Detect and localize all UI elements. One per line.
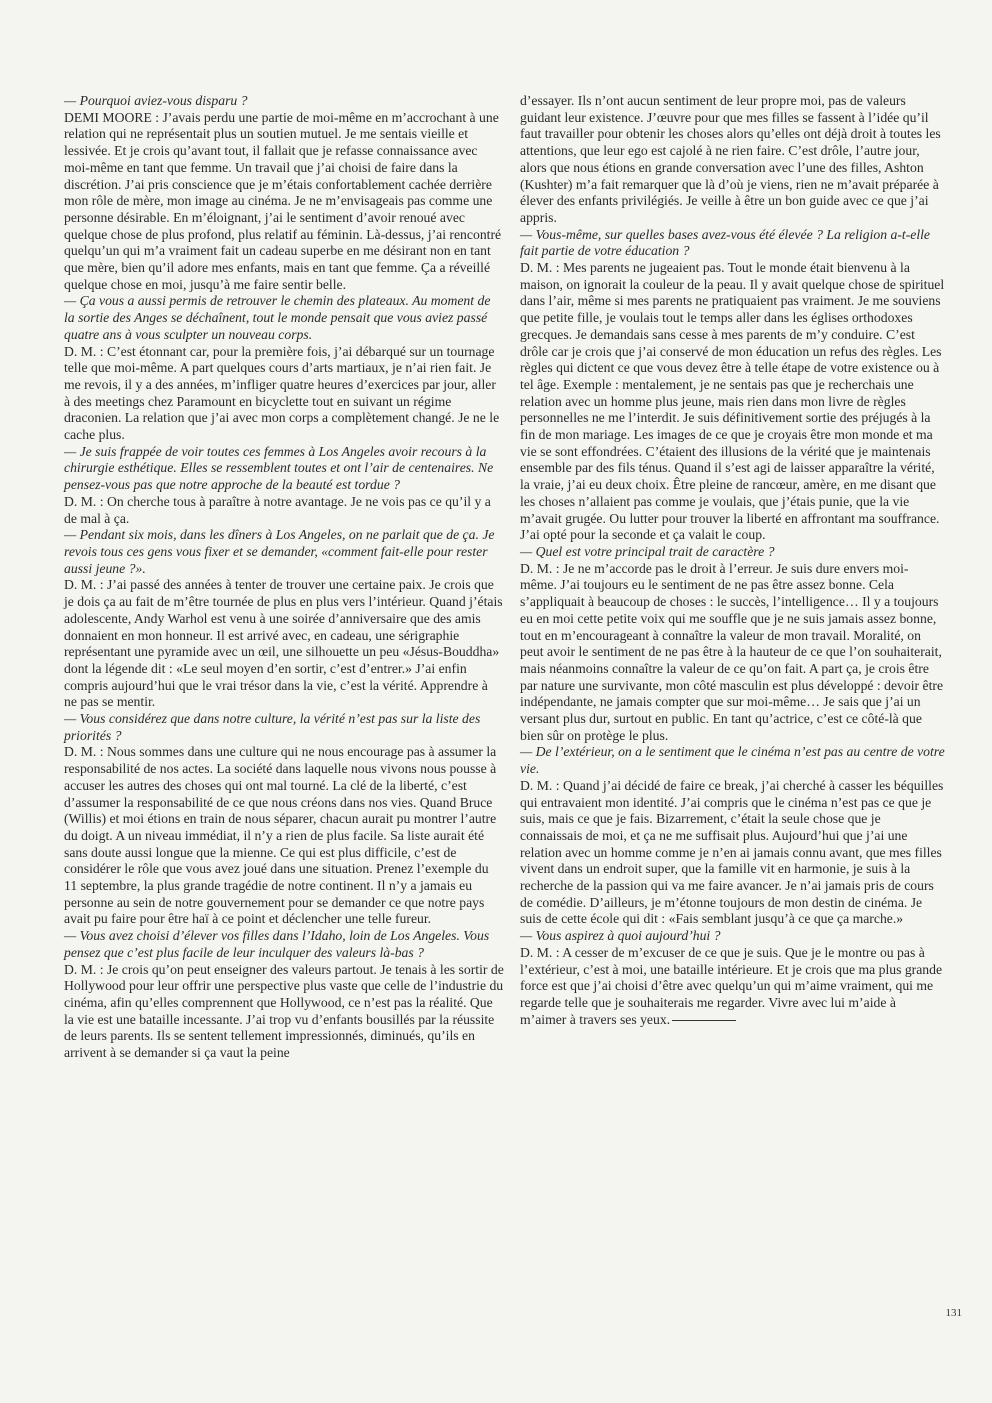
question-4: — Pendant six mois, dans les dîners à Los Angeles, on ne parlait que de ça. Je revois tous ces gens vous fixer et se demander, «comment fait-elle pour rester aussi jeune ?».	[64, 527, 495, 576]
question-5: — Vous considérez que dans notre culture, la vérité n’est pas sur la liste des priorités ?	[64, 711, 481, 743]
answer-1: DEMI MOORE : J’avais perdu une partie de moi-même en m’accrochant à une relation qui ne représentait plus un soutien mutuel. Je me sentais vieille et lessivée. Et je crois qu’avant tout, il fallait que je refasse connaissance avec moi-même en tant que femme. Un travail que j’ai choisi de faire dans la discrétion. J’ai pris conscience que je m’étais confortablement cachée derrière mon rôle de mère, mon image au cinéma. Je ne m’envisageais pas comme une personne désirable. En m’éloignant, j’ai le sentiment d’avoir renoué avec quelque chose de plus profond, plus relatif au féminin. Là-dessus, j’ai rencontré quelqu’un qui m’a vraiment fait un cadeau superbe en me désirant non en tant que mère, bien qu’il adore mes enfants, mais en tant que femme. Ça a réveillé quelque chose en moi, jusqu’à me faire sentir belle.	[64, 109, 502, 292]
answer-2: D. M. : C’est étonnant car, pour la première fois, j’ai débarqué sur un tournage telle que moi-même. A part quelques cours d’arts martiaux, je n’ai rien fait. Je me revois, il y a des années, m’infliger quatre heures d’exercices par jour, aller à des meetings chez Paramount en bicyclette tout en suivant un régime draconien. La relation que j’ai avec mon corps a complètement changé. Je ne le cache plus.	[64, 343, 500, 443]
right-column	[520, 93, 945, 1028]
question-1: — Pourquoi aviez-vous disparu ?	[64, 93, 248, 108]
left-column	[64, 93, 504, 1062]
question-8: — Quel est votre principal trait de caractère ?	[520, 543, 775, 559]
answer-4: D. M. : J’ai passé des années à tenter de trouver une certaine paix. Je crois que je dois ça au fait de m’être tournée de plus en plus vers l’intérieur. Quand j’étais adolescente, Andy Warhol est venu à une soirée d’anniversaire que des amis donnaient en mon honneur. Il est arrivé avec, en cadeau, une sérigraphie représentant une pyramide avec un œil, une silhouette un peu «Jésus-Bouddha» dont la légende dit : «Le seul moyen d’en sortir, c’est d’entrer.» J’ai enfin compris aujourd’hui que le vrai trésor dans la vie, c’est la vérité. Apprendre à ne pas se mentir.	[64, 577, 503, 710]
question-2: — Ça vous a aussi permis de retrouver le chemin des plateaux. Au moment de la sortie des Anges se déchaînent, tout le monde pensait que vous aviez passé quatre ans à vous sculpter un nouveau corps.	[64, 293, 491, 342]
answer-3: D. M. : On cherche tous à paraître à notre avantage. Je ne vois pas ce qu’il y a de mal à ça.	[64, 493, 491, 526]
question-6: — Vous avez choisi d’élever vos filles dans l’Idaho, loin de Los Angeles. Vous pensez que c’est plus facile de leur inculquer des valeurs là-bas ?	[64, 928, 490, 960]
answer-10-text: D. M. : A cesser de m’excuser de ce que je suis. Que je le montre ou pas à l’extérieur, c’est à moi, une bataille intérieure. Et je crois que ma plus grande force est que j’ai choisi d’être avec quelqu’un qui m’aime vraiment, qui me regarde telle que je souhaiterais me regarder. Vivre avec lui m’aide à m’aimer à travers ses yeux.	[520, 944, 943, 1027]
question-9: — De l’extérieur, on a le sentiment que le cinéma n’est pas au centre de votre vie.	[520, 744, 945, 777]
question-3: — Je suis frappée de voir toutes ces femmes à Los Angeles avoir recours à la chirurgie esthétique. Elles se ressemblent toutes et ont l’air de centenaires. Ne pensez-vous pas que notre approche de la beauté est tordue ?	[64, 443, 494, 493]
answer-8: D. M. : Je ne m’accorde pas le droit à l’erreur. Je suis dure envers moi-même. J’ai toujours eu le sentiment de ne pas être assez bonne. Cela s’appliquait à beaucoup de choses : le succès, l’intelligence… Il y a toujours eu en moi cette petite voix qui me souffle que je ne suis jamais assez bonne, tout en m’encourageant à connaître la valeur de mon travail. Moralité, on peut avoir le sentiment de ne pas être à la hauteur de ce que l’on souhaiterait, mais néanmoins connaître la valeur de ce qu’on fait. A part ça, je crois être par nature une survivante, mon côté masculin est plus développé : devoir être indépendante, ne jamais compter que sur moi-même… Je sais que j’ai un versant plus dur, surtout en public. En tant qu’actrice, c’est ce côté-là que bien sûr on protège le plus.	[520, 560, 944, 743]
answer-7: D. M. : Mes parents ne jugeaient pas. Tout le monde était bienvenu à la maison, on ignorait la couleur de la peau. Il y avait quelque chose de spirituel dans l’air, même si mes parents ne pratiquaient pas vraiment. Je me souviens que petite fille, je voulais tout le temps aller dans les églises orthodoxes grecques. Je demandais sans cesse à mes parents de m’y conduire. C’est drôle car je crois que j’ai conservé de mon éducation un refus des règles. Les règles qui dictent ce que vous devez être à telle étape de votre existence ou à tel âge. Exemple : mentalement, je ne sentais pas que je recherchais une relation avec un homme plus jeune, mais rien dans mon livre de règles personnelles ne me l’interdit. Je suis définitivement sortie des préjugés à la fin de mon mariage. Les images de ce que je croyais être mon monde et ma vie se sont effondrées. C’étaient des illusions de la vérité que je maintenais ensemble par des fils ténus. Quand il s’est agi de laisser apparaître la vérité, la vraie, j’ai eu deux choix. Être pleine de rancœur, amère, en me disant que les choses n’allaient pas comme je voulais, que j’étais punie, que la vie m’avait grugée. Ou lutter pour trouver la liberté en affrontant ma souffrance. J’ai opté pour la seconde et ça valait le coup.	[520, 260, 945, 543]
answer-10	[520, 945, 945, 1029]
end-of-article-rule	[672, 1020, 736, 1021]
question-7: — Vous-même, sur quelles bases avez-vous été élevée ? La religion a-t-elle fait partie de votre éducation ?	[520, 226, 931, 259]
page-number: 131	[945, 1307, 962, 1319]
answer-6-start: D. M. : Je crois qu’on peut enseigner des valeurs partout. Je tenais à les sortir de Hollywood pour leur offrir une perspective plus vaste que celle de l’industrie du cinéma, afin qu’elles comprennent que Hollywood, ce n’est pas la réalité. Que la vie est une bataille incessante. J’ai trop vu d’enfants bousillés par la réussite de leurs parents. Ils se sentent tellement impressionnés, diminués, qu’ils en arrivent à se demander si ça vaut la peine	[64, 961, 504, 1061]
answer-6-end: d’essayer. Ils n’ont aucun sentiment de leur propre moi, pas de valeurs guidant leur existence. J’œuvre pour que mes filles se fassent à l’idée qu’il faut travailler pour obtenir les choses alors qu’elles ont déjà droit à toutes les attentions, que leur ego est cajolé à ne rien faire. C’est drôle, l’autre jour, alors que nous étions en grande conversation avec l’une des filles, Ashton (Kushter) m’a fait remarquer que là d’où je viens, rien ne m’avait préparée à élever des enfants privilégiés. Je veille à être un bon guide avec ce que j’ai appris.	[520, 93, 941, 225]
answer-5: D. M. : Nous sommes dans une culture qui ne nous encourage pas à assumer la responsabilité de nos actes. La société dans laquelle nous vivons nous pousse à accuser les autres des choses qui ont mal tourné. La clé de la liberté, c’est d’assumer la responsabilité de ce que nous créons dans nos vies. Quand Bruce (Willis) et moi étions en train de nous séparer, chacun aurait pu montrer l’autre du doigt. A un niveau immédiat, il n’y a rien de plus facile. Sa liste aurait été sans doute aussi longue que la mienne. Ce qui est plus difficile, c’est de considérer le rôle que vous avez joué dans une situation. Prenez l’exemple du 11 septembre, la plus grande tragédie de notre continent. Il n’y a jamais eu personne au sein de notre gouvernement pour se demander ce que notre pays avait pu faire pour être haï à ce point et déclencher une telle fureur.	[64, 744, 497, 927]
question-10: — Vous aspirez à quoi aujourd’hui ?	[520, 928, 721, 944]
answer-9: D. M. : Quand j’ai décidé de faire ce break, j’ai cherché à casser les béquilles qui entravaient mon identité. J’ai compris que le cinéma n’est pas ce que je suis, mais ce que je fais. Bizarrement, c’était la seule chose que je connaissais de moi, et ça ne me suffisait plus. Aujourd’hui que j’ai une relation avec un homme comme je n’en ai jamais connu avant, que mes filles vivent dans un endroit super, que la famille vit en harmonie, je suis à la recherche de la passion qui va me faire avancer. Je n’ai jamais pris de cours de comédie. D’ailleurs, je m’étonne toujours de mon destin de cinéma. Je suis de cette école qui dit : «Fais semblant jusqu’à ce que ça marche.»	[520, 777, 944, 927]
